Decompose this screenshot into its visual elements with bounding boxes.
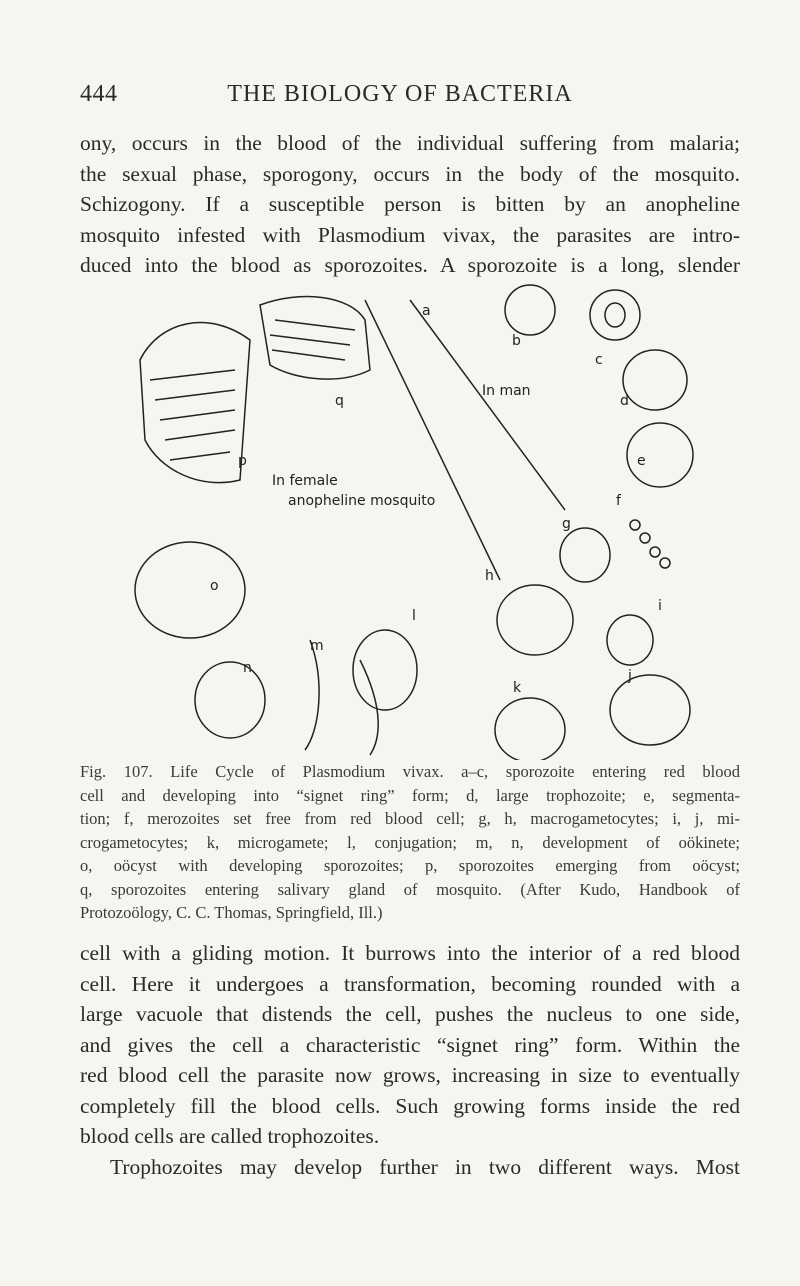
stage-label-p: p (238, 453, 247, 469)
text-line: large vacuole that distends the cell, pushes the nucleus to one side, (80, 1002, 740, 1026)
text-line: the sexual phase, sporogony, occurs in the body of the mosquito. (80, 161, 740, 186)
life-cycle-figure (110, 280, 710, 760)
text-line: Schizogony. If a susceptible person is bitten by an anopheline (80, 192, 740, 216)
ookinete-circle (195, 662, 265, 738)
bottom-paragraph (80, 938, 740, 1182)
ookinete-shape (305, 640, 319, 750)
running-title: THE BIOLOGY OF BACTERIA (227, 80, 573, 107)
text-line: cell. Here it undergoes a transformation, becoming rounded with a (80, 971, 740, 996)
life-cycle-diagram (110, 280, 710, 760)
stage-label-l: l (412, 608, 416, 624)
caption-line: q, sporozoites entering salivary gland of mosquito. (After Kudo, Handbook of (80, 879, 740, 899)
region-label-man: In man (482, 383, 531, 399)
stage-label-q: q (335, 393, 344, 409)
text-line: and gives the cell a characteristic “signet ring” form. Within the (80, 1032, 740, 1057)
divider-line (365, 300, 500, 580)
caption-line: crogametocytes; k, microgamete; l, conjugation; m, n, development of oökinete; (80, 832, 740, 852)
stage-label-m: m (310, 638, 324, 654)
microgamete-circle (495, 698, 565, 760)
gland-hatching (270, 320, 355, 360)
text-line: mosquito infested with Plasmodium vivax, the parasites are intro- (80, 222, 740, 247)
top-paragraph (80, 128, 740, 281)
running-header (80, 76, 720, 112)
stage-label-e: e (637, 453, 646, 469)
stage-label-j: j (628, 668, 632, 684)
region-label-female-2: anopheline mosquito (288, 493, 436, 509)
trophozoite-circle (623, 350, 687, 410)
stage-label-f: f (616, 493, 621, 509)
cell-c (590, 290, 640, 340)
stage-label-b: b (512, 333, 521, 349)
text-line: blood cells are called trophozoites. (80, 1124, 380, 1148)
text-line: Trophozoites may develop further in two different ways. Most (110, 1154, 740, 1179)
stage-label-c: c (595, 352, 603, 368)
caption-line: Protozoölogy, C. C. Thomas, Springfield, Ill.) (80, 903, 383, 922)
caption-line: tion; f, merozoites set free from red blood cell; g, h, macrogametocytes; i, j, mi- (80, 809, 740, 828)
text-line: red blood cell the parasite now grows, increasing in size to eventually (80, 1063, 740, 1087)
oocyst-circle (135, 542, 245, 638)
stage-label-n: n (243, 660, 252, 676)
stage-label-a: a (422, 303, 431, 319)
stage-label-g: g (562, 516, 571, 532)
caption-line: Fig. 107. Life Cycle of Plasmodium vivax. a–c, sporozoite entering red blood (80, 762, 740, 781)
page-number: 444 (80, 80, 118, 107)
text-line: completely fill the blood cells. Such growing forms inside the red (80, 1093, 740, 1118)
text-line: ony, occurs in the blood of the individual suffering from malaria; (80, 131, 740, 155)
stage-label-d: d (620, 393, 629, 409)
figure-caption (80, 760, 740, 925)
cell-a (505, 285, 555, 335)
text-line: cell with a gliding motion. It burrows into the interior of a red blood (80, 941, 740, 965)
stage-label-k: k (513, 680, 522, 696)
macrogametocyte-circle (560, 528, 610, 582)
caption-line: cell and developing into “signet ring” form; d, large trophozoite; e, segmenta- (80, 785, 740, 805)
salivary-gland-shape (260, 297, 370, 379)
text-line: duced into the blood as sporozoites. A sporozoite is a long, slender (80, 253, 740, 277)
stage-label-i: i (658, 598, 662, 614)
microgametocyte-circle (607, 615, 653, 665)
conjugation-circle (353, 630, 417, 710)
stage-label-o: o (210, 578, 219, 594)
sporozoite-cluster (140, 323, 250, 483)
caption-line: o, oöcyst with developing sporozoites; p, sporozoites emerging from oöcyst; (80, 856, 740, 875)
gametocyte-circle (497, 585, 573, 655)
region-label-female: In female (272, 473, 338, 489)
stage-label-h: h (485, 568, 494, 584)
microgametocyte-circle-j (610, 675, 690, 745)
